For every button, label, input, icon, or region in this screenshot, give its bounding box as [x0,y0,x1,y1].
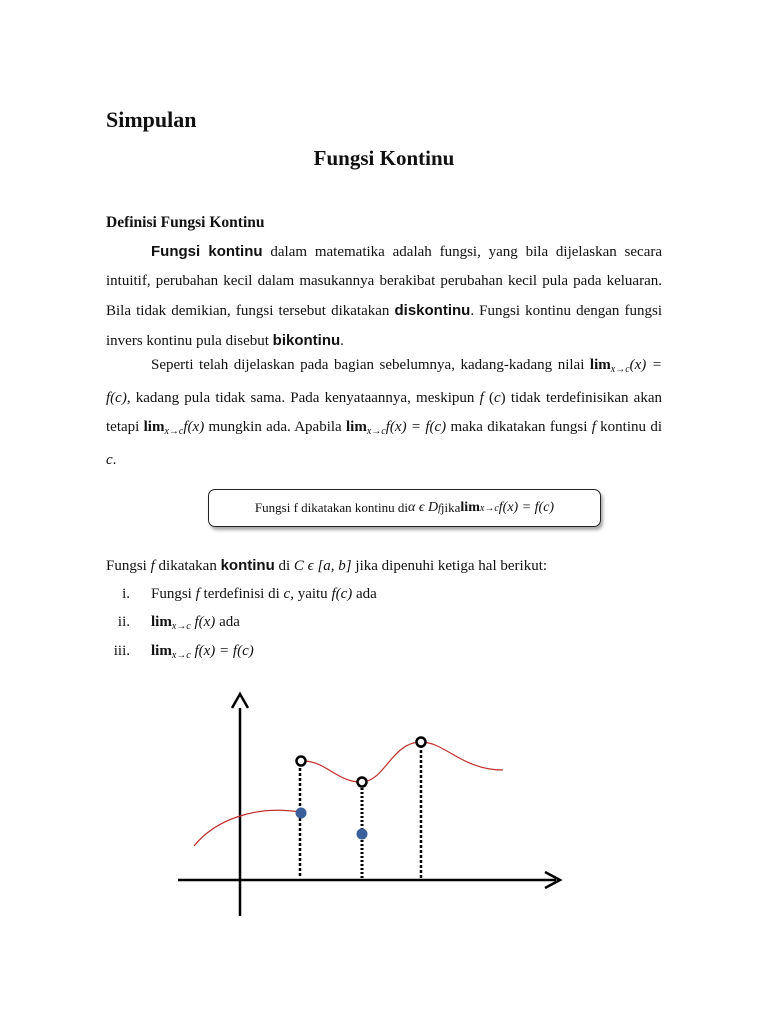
box-t1: Fungsi f dikatakan kontinu di [254,500,409,515]
item-2-expr: f(x) [190,614,216,630]
box-m2: f(x) = f(c) [498,500,555,515]
intro-f: f [150,558,155,574]
lim-3-sub: x→c [366,426,386,437]
item-1-f: f [195,586,200,602]
box-lim-sub: x→c [479,502,499,514]
intro-3: di [274,558,294,574]
item-2-t: ada [215,614,240,630]
open-point-3 [417,738,426,747]
item-2-lim: lim [151,614,172,630]
item-1-t2: terdefinisi di [199,586,284,602]
intro-2: dikatakan [154,558,221,574]
item-1-t3: , yaitu [290,586,332,602]
term-diskontinu: diskontinu [394,302,471,319]
p2-t8: . [112,452,117,468]
intro-1: Fungsi [106,558,151,574]
lim-1: lim [589,357,611,373]
intro-set: C ϵ [a, b] [293,558,352,574]
math-3: c [493,390,501,406]
math-5: f(x) = f(c) [385,419,447,435]
p2-t7: kontinu di [595,419,662,435]
open-point-1 [297,757,306,766]
item-3-number: iii. [113,643,130,659]
box-msub: f [438,502,441,514]
lim-3: lim [346,419,367,435]
lim-2: lim [143,419,165,435]
item-1-t4: ada [352,586,377,602]
item-1-t1: Fungsi [151,586,196,602]
term-bikontinu: bikontinu [272,332,341,349]
item-1-number: i. [122,586,130,602]
p2-t5: mungkin ada. Apabila [204,419,347,435]
math-7: c [106,452,113,468]
item-3-lim: lim [151,643,172,659]
item-3-sub: x→c [171,650,191,661]
lim-2-sub: x→c [164,426,184,437]
section-heading: Definisi Fungsi Kontinu [106,214,265,231]
p1-text1: dalam matematika adalah fungsi, yang bila dijelaskan secara intuitif, perubahan kecil dalam masukannya berakibat perubahan kecil pula pada keluaran. Bila tidak demikian, fungsi tersebut dikatakan [106,244,663,319]
page-title: Simpulan [106,107,197,132]
p2-t6: maka dikatakan fungsi [446,419,592,435]
math-4: f(x) [183,419,205,435]
p2-t3: ( [483,390,494,406]
term-kontinu: Fungsi kontinu [151,243,263,260]
intro-4: jika dipenuhi ketiga hal berikut: [351,558,548,574]
curve-segment-right [302,742,503,782]
box-lim: lim [460,500,480,515]
intro-kontinu: kontinu [220,557,275,574]
p2-t2: , kadang pula tidak sama. Pada kenyataannya, meskipun [126,390,480,406]
box-t2: jika [440,500,461,515]
math-6: f [591,419,596,435]
lim-1-sub: x→c [610,364,630,375]
item-1-fc: f(c) [331,586,353,602]
math-2: f [479,390,484,406]
item-3-expr: f(x) = f(c) [190,643,254,659]
filled-point-2 [357,829,368,840]
math-1: (x) = f(c) [106,357,662,406]
open-point-2 [358,778,367,787]
item-2-number: ii. [117,614,130,630]
p1-text2: . Fungsi kontinu dengan fungsi invers kontinu pula disebut [106,303,663,349]
p2-t4: ) tidak terdefinisikan akan tetapi [106,390,662,435]
item-2-sub: x→c [171,621,191,632]
item-1-c: c [283,586,291,602]
subtitle-text: Fungsi Kontinu [313,146,455,170]
box-m1: α ϵ D [408,500,439,515]
p1-text3: . [340,333,344,349]
p2-t1: Seperti telah dijelaskan pada bagian sebelumnya, kadang-kadang nilai [151,357,590,373]
y-axis-arrow [232,694,248,708]
curve-segment-left [194,810,300,846]
filled-point-1 [296,808,307,819]
